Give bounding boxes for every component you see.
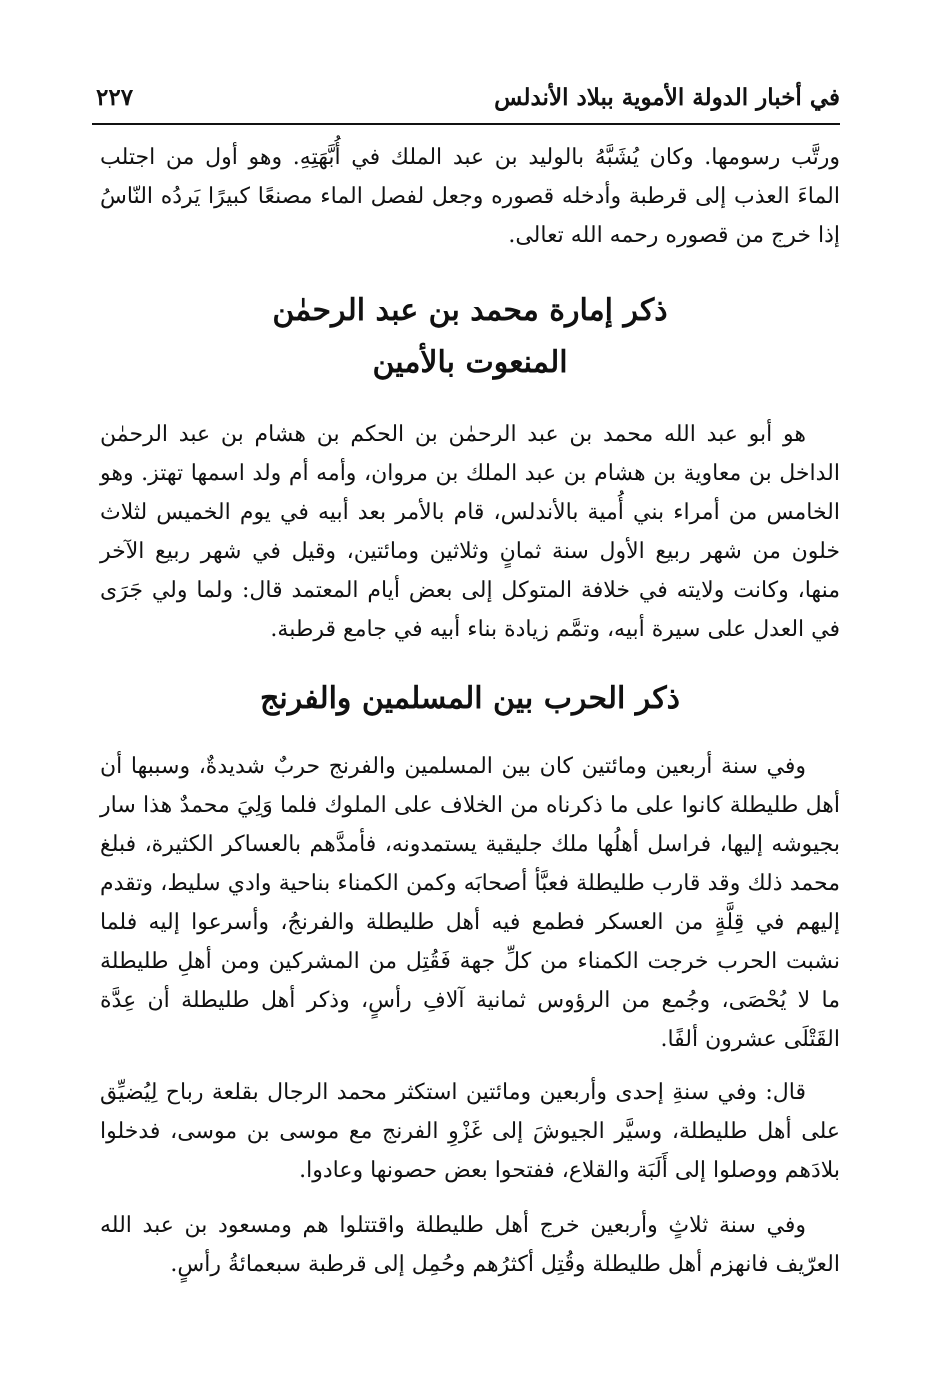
paragraph-war-240: وفي سنة أربعين ومائتين كان بين المسلمين والفرنج حربٌ شديدةٌ، وسببها أن أهل طليطلة كانوا على ما ذكرناه من الخلاف على الملوك فلما وَلِيَ محمدٌ هذا سار بجيوشه إليها، فراسل أهلُها ملك جليقية يستمدونه، فأمدَّهم بالعساكر الكثيرة، فبلغ محمد ذلك وقد قارب طليطلة فعبَّأ أصحابَه وكمن الكمناء بناحية وادي سليط، وتقدم إليهم في قِلَّةٍ من العسكر فطمع فيه أهل طليطلة والفرنجُ، وأسرعوا إليه فلما نشبت الحرب خرجت الكمناء من كلِّ جهة فَقُتِل من المشركين ومن أهلِ طليطلة ما لا يُحْصَى، وجُمع من الرؤوس ثمانية آلافِ رأسٍ، وذكر أهل طليطلة أن عِدَّة القَتْلَى عشرون ألفًا. — [100, 754, 841, 1052]
page-body — [100, 138, 840, 1284]
running-header — [92, 80, 840, 120]
header-divider — [92, 123, 840, 125]
paragraph-year-241: قال: وفي سنةِ إحدى وأربعين ومائتين استكثر محمد الرجال بقلعة رباح لِيُضيِّق على أهل طليطلة، وسيَّر الجيوشَ إلى غَزْوِ الفرنج مع موسى بن موسى، فدخلوا بلادَهم ووصلوا إلى أَلَبَة والقلاع، ففتحوا بعض حصونها وعادوا. — [100, 1080, 840, 1183]
page-number: ٢٢٧ — [96, 84, 134, 111]
intro-paragraph: ورتَّب رسومها. وكان يُشَبَّهُ بالوليد بن عبد الملك في أُبَّهَتِهِ. وهو أول من اجتلب الماءَ العذب إلى قرطبة وأدخله قصوره وجعل لفصل الماء مصنعًا كبيرًا يَردُه النّاسُ إذا خرج من قصوره رحمه الله تعالى. — [100, 145, 840, 248]
section-heading-war: ذكر الحرب بين المسلمين والفرنج — [260, 681, 680, 716]
header-title: في أخبار الدولة الأموية ببلاد الأندلس — [494, 84, 840, 111]
section-subheading-muhammad: المنعوت بالأمين — [372, 345, 568, 380]
paragraph-year-243: وفي سنة ثلاثٍ وأربعين خرج أهل طليطلة واقتتلوا هم ومسعود بن عبد الله العرّيف فانهزم أهل طليطلة وقُتِل أكثرُهم وحُمِل إلى قرطبة سبعمائةُ رأسٍ. — [100, 1213, 840, 1277]
paragraph-muhammad-emirate: هو أبو عبد الله محمد بن عبد الرحمٰن بن الحكم بن هشام بن عبد الرحمٰن الداخل بن معاوية بن هشام بن عبد الملك بن مروان، وأمه أم ولد اسمها تهتز. وهو الخامس من أمراء بني أُمية بالأندلس، قام بالأمر بعد أبيه في يوم الخميس لثلاث خلون من شهر ربيع الأول سنة ثمانٍ وثلاثين ومائتين، وقيل في شهر ربيع الآخر منها، وكانت ولايته في خلافة المتوكل إلى بعض أيام المعتمد قال: ولما ولي جَرَى في العدل على سيرة أبيه، وتمَّم زيادة بناء أبيه في جامع قرطبة. — [100, 422, 840, 642]
section-heading-muhammad: ذكر إمارة محمد بن عبد الرحمٰن — [272, 293, 668, 328]
